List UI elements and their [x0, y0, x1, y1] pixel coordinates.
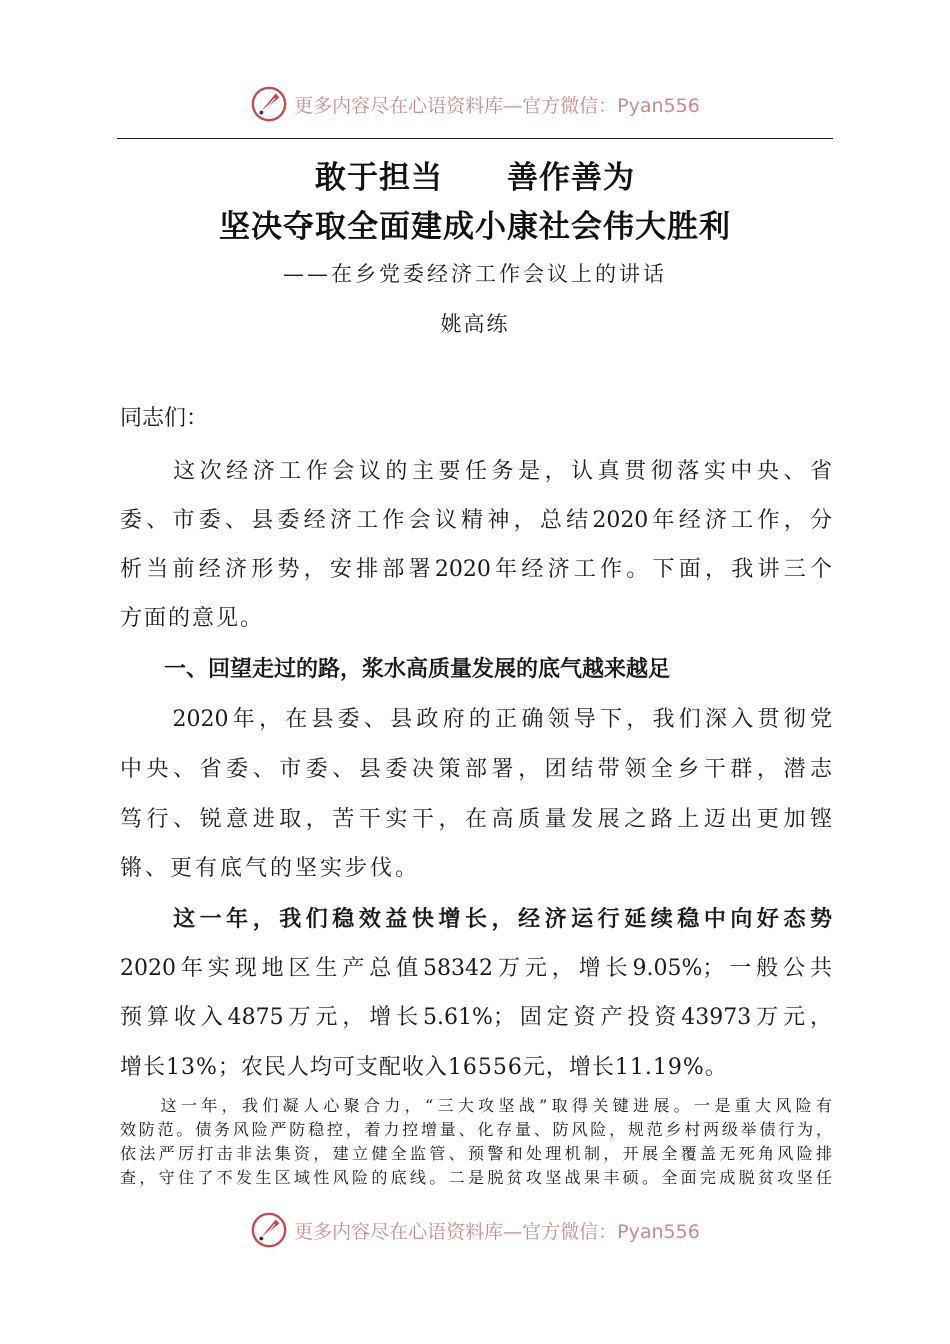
paragraph-3-line: 2020年实现地区生产总值58342万元，增长9.05%；一般公共 — [120, 956, 832, 981]
paragraph-2-line: 锵、更有底气的坚实步伐。 — [120, 856, 421, 881]
paragraph-3-line: 预算收入4875万元，增长5.61%；固定资产投资43973万元， — [120, 1005, 832, 1030]
quill-logo-icon — [250, 85, 288, 123]
section-heading-1: 一、回望走过的路，浆水高质量发展的底气越来越足 — [120, 657, 671, 682]
paragraph-3-lead: 这一年，我们稳效益快增长，经济运行延续稳中向好态势 — [120, 906, 832, 932]
paragraph-2-line: 2020年，在县委、县政府的正确领导下，我们深入贯彻党 — [120, 707, 832, 732]
watermark-banner-top — [0, 82, 950, 126]
paragraph-1-line: 析当前经济形势，安排部署2020年经济工作。下面，我讲三个 — [120, 557, 832, 582]
paragraph-1-line: 方面的意见。 — [120, 606, 265, 631]
paragraph-4-line: 查，守住了不发生区域性风险的底线。二是脱贫攻坚战果丰硕。全面完成脱贫攻坚任 — [120, 1168, 832, 1187]
quill-logo-icon — [250, 1211, 288, 1249]
paragraph-1-line: 这次经济工作会议的主要任务是，认真贯彻落实中央、省 — [120, 459, 832, 484]
paragraph-1-line: 委、市委、县委经济工作会议精神，总结2020年经济工作，分 — [120, 508, 832, 533]
greeting: 同志们： — [120, 406, 209, 431]
paragraph-3-line: 增长13%；农民人均可支配收入16556元，增长11.19%。 — [120, 1055, 728, 1080]
paragraph-4-line: 这一年，我们凝人心聚合力，“三大攻坚战”取得关键进展。一是重大风险有 — [120, 1096, 832, 1115]
author: 姚高练 — [440, 312, 510, 336]
header-rule — [117, 138, 833, 139]
watermark-text: 更多内容尽在心语资料库—官方微信：Pyan556 — [294, 94, 700, 117]
paragraph-2-line: 笃行、锐意进取，苦干实干，在高质量发展之路上迈出更加铿 — [120, 807, 832, 832]
subtitle: ——在乡党委经济工作会议上的讲话 — [283, 262, 667, 286]
paragraph-4-line: 效防范。债务风险严防稳控，着力控增量、化存量、防风险，规范乡村两级举债行为， — [120, 1120, 832, 1139]
paragraph-4-line: 依法严厉打击非法集资，建立健全监管、预警和处理机制，开展全覆盖无死角风险排 — [120, 1144, 832, 1163]
paragraph-2-line: 中央、省委、市委、县委决策部署，团结带领全乡干群，潜志 — [120, 757, 832, 782]
watermark-banner-bottom — [0, 1208, 950, 1252]
title-line-1: 敢于担当 善作善为 — [315, 160, 635, 196]
watermark-text: 更多内容尽在心语资料库—官方微信：Pyan556 — [294, 1220, 700, 1243]
title-line-2: 坚决夺取全面建成小康社会伟大胜利 — [219, 209, 731, 245]
